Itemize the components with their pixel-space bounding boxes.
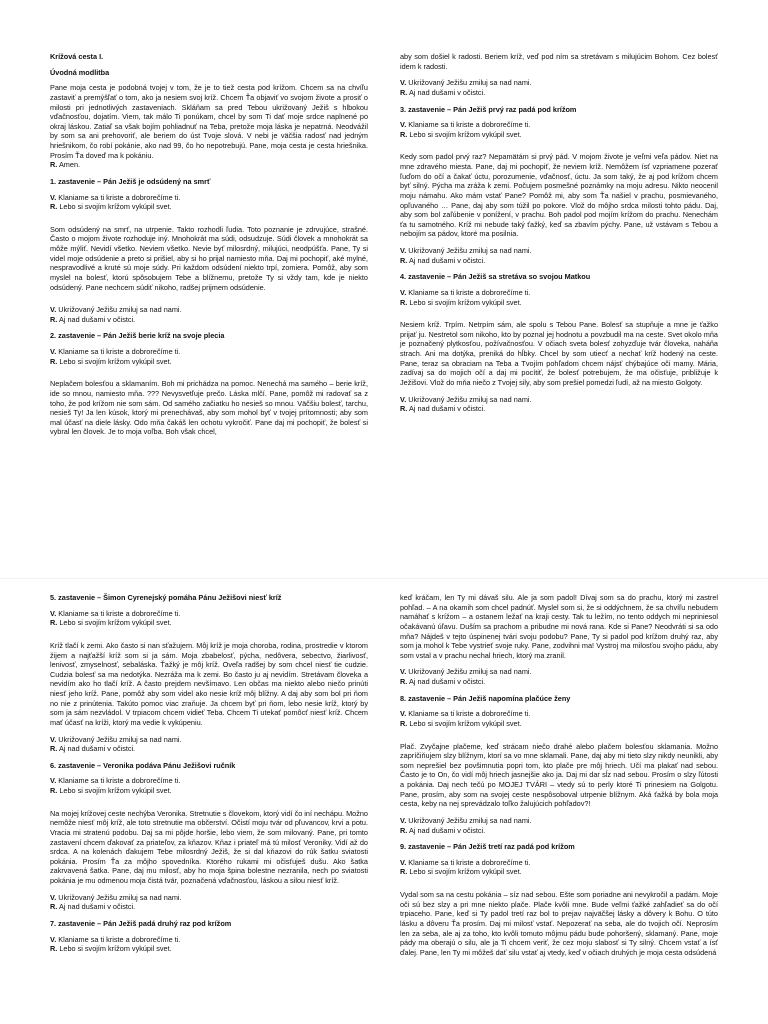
station-2-response: V. Ukrižovaný Ježišu zmiluj sa nad nami. R. Aj nad dušami v očistci. bbox=[400, 78, 532, 97]
intro-text: Pane moja cesta je podobná tvojej v tom, že je to tiež cesta pod krížom. Chcem sa na chvíľu zastaviť a premýšľať o tom, ako ja nesiem svoj kríž. Chcem Ťa objaviť vo svojom živote a prosiť o milosti pri jednotlivých zastaveniach. Skláňam sa pred Tebou ukrižovaný Ježiš s hlbokou vďačnosťou, dojatím. Viem, tak málo Ti ponúkam, chcel by som Ti dať moje srdce naplnené po okraj láskou. Zatiaľ sa však bojím pohliadnuť na Teba, pretože moja láska je nepatrná. Neodvážil by som sa ani prehovoriť, ale beriem do úst Tvoje slová. V nebi je väčšia radosť nad jedným hriešnikom, čo robí pokánie, ako nad 99, čo ho nepotrebujú. Pane, moja cesta je cesta hriešnika. Prosím Ťa doveď ma k pokániu. bbox=[50, 83, 368, 160]
station-8-response: V. Ukrižovaný Ježišu zmiluj sa nad nami. R. Aj nad dušami v očistci. bbox=[400, 815, 532, 835]
page2-right-column bbox=[400, 593, 718, 964]
station-2-heading: 2. zastavenie – Pán Ježiš berie kríž na svoje plecia bbox=[50, 331, 225, 341]
station-1-text: Som odsúdený na smrť, na utrpenie. Takto rozhodli ľudia. Toto poznanie je zdrvujúce, strašné. Často o mojom živote rozhoduje iný. Mnohokrát ma súdi, odsudzuje. Súdi človek a mnohokrát sa môže mýliť. Nevidí všetko. Neviem všetko. Nevie byť milosrdný, milujúci, neodpúšťa. Pane, Ty si videl moje odsúdenie a preto si prišiel, aby si ho prijal namiesto mňa. Daj mi pochopiť, aké mylné, nespravodlivé a kruté sú moje súdy. Pri každom odsúdení niekto trpí, zomiera. Pomôž, aby som myslel na bolesť, ktorú spôsobujem Tebe a blížnemu, pretože Ty si vždy tam, kde je niekto odsúdený. Pane nechcem súdiť nikoho, radšej prijmem odsúdenie. bbox=[50, 224, 368, 292]
station-6-heading: 6. zastavenie – Veronika podáva Pánu Ježišovi ručník bbox=[50, 760, 236, 770]
station-3-text: Kedy som padol prvý raz? Nepamätám si prvý pád. V mojom živote je veľmi veľa pádov. Niet na mne zdravého miesta. Pane, daj mi pochopiť, že neviem kríž. Nemôžem ísť vzpriamene pozerať ľuďom do očí a čakať úctu, porozumenie, vďačnosť, úctu. Ja som taký, že aj pod krížom chcem byť silný. Pýcha ma zráža k zemi. Počujem posmešné poznámky na moju adresu. Nikto neocenil moju námahu. Ako mám vstať Pane? Pomôž mi, aby som Ťa našiel v prachu, posmievaného, opľuvaného … Pane, daj aby som túžil po pokore. Vlož do môjho srdca milosti tohto pádu. Daj, aby som bol zaľúbenie v ponížení, v prachu. Boh padol pod mojím krížom do prachu. Nenechám ťa tu samotného. Kríž mi nebude taký ťažký, keď sa zbavím pýchy. Pane, už vstávam s Tebou a nebojím sa pádov, ktoré ma posilnia. bbox=[400, 152, 718, 239]
station-7-heading: 7. zastavenie – Pán Ježiš padá druhý raz pod krížom bbox=[50, 918, 232, 928]
station-7-text-continued: keď kráčam, len Ty mi dávaš silu. Ale ja som padol! Dívaj som sa do prachu, ktorý mi zastrel pohľad. – A na okamih som chcel padnúť. Myslel som si, že si oddýchnem, že sa chvíľu nebudem namáhať s krížom – a ostanem ležať na kraji cesty. Tak tu ležím, no tento oddych mi nepriniesol očakávanú úľavu. Duším sa prachom a pribudne mi nová rana. Kde si Pane? Neodvráti si sa odo mňa? Nájdeš v tejto úspinenej tvári svoju podobu? Pane, Ty si padol pod krížom druhý raz, aby som ja mohol k Tebe vystrieť svoje ruky. Pane, zodvihni ma! Vystroj ma milosťou svojho pádu, aby som vstal a v prachu nechal hriech, ktorý ma zranil. bbox=[400, 593, 718, 660]
document-title: Krížová cesta I. bbox=[50, 52, 104, 61]
station-9-text: Vydal som sa na cestu pokánia – síz nad sebou. Ešte som poriadne ani nevykročil a padám. Moje oči sú bez slzy a pri mne niekto plače. Plače kvôli mne. Bude veľmi ťažké zahľadieť sa do očí trpiaceho. Pane, keď si Ty padol tretí raz bol to prejav najväčšej lásky a dôvery k Bohu. O túto lásku a dôveru Ťa prosím. Daj mi milosť vstať. Nepozerať na seba, ale do tvojich očí. Neprosím len za seba, ale aj za toho, kto kvôli tomuto môjmu pádu bude pohoršený, sklamaný. Pane, moje pády ma oberajú o silu, ale ja Ti chcem veriť, že cez moju slabosť si Ty silný. Chcem vstať a ísť ďalej. Pane, len Ty mi môžeš dať silu vstať aj vtedy, keď v očiach druhých je moja cesta odsúdená bbox=[400, 890, 718, 957]
station-4-text: Nesiem kríž. Trpím. Netrpím sám, ale spolu s Tebou Pane. Bolesť sa stupňuje a mne je ťažko prijať ju. Nestretol som nikoho, kto by poznal jej hodnotu a povzbudil ma na ceste. Svet okolo mňa je poznačený plytkosťou, požívačnosťou. V očiach sveta bolesť zohyzďuje tvár človeka, naháňa strach. Ani ma dotýka, preniká do hĺbky. Chcel by som utiecť a nechať kríž hodený na ceste. Pane, teraz sa obraciam na Teba a Tvojím pohľadom chcem nájsť chýbajúce oči mamy. Mária, zadívaj sa do mojich očí a daj mi pocítiť, že bolesť potrebujem, že ma očisťuje, približuje k Ježišovi. Vlož do mňa niečo z Tvojej sily, aby som prešiel pomedzi ľudí, až na miesto Golgoty. bbox=[400, 320, 718, 387]
station-4-versicle: V. Klaniame sa ti kriste a dobrorečíme ti. R. Lebo si svojím krížom vykúpil svet. bbox=[400, 287, 531, 307]
station-5-response: V. Ukrižovaný Ježišu zmiluj sa nad nami. R. Aj nad dušami v očistci. bbox=[50, 734, 182, 754]
station-2-versicle: V. Klaniame sa ti kriste a dobrorečíme ti. R. Lebo si svojím krížom vykúpil svet. bbox=[50, 347, 181, 366]
station-6-response: V. Ukrižovaný Ježišu zmiluj sa nad nami. R. Aj nad dušami v očistci. bbox=[50, 892, 182, 912]
page1-left-column bbox=[50, 52, 368, 444]
station-4-heading: 4. zastavenie – Pán Ježiš sa stretáva so svojou Matkou bbox=[400, 272, 591, 282]
page1-right-column bbox=[400, 52, 718, 421]
station-6-text: Na mojej krížovej ceste nechýba Veronika. Stretnutie s človekom, ktorý vidí čo iní nechápu. Možno nemôže niesť môj kríž, ale toto stretnutie ma občerství. Očistí moju tvár od pľuvancov, krvi a potu. Vracia mi stratenú podobu. Daj sa mi pôjde horšie, lebo viem, že som milovaný. Pane, pri tomto zastavení chcem ďakovať za priateľov, za kňazov. Kňaz i priateľ má tú milosť Veroniky. Vidí až do srdca. A na kolenách ďakujem Tebe milosrdný Ježiš, že si dal kňazovi do rúk šatku sviatosti pokánia. Prosím Ťa za môjho spovedníka. Ktorého rukami mi očisťuješ dušu. Ako šatka zakrvavená šatka. Pane, daj mu milosť, aby ho moja špina bolestne nezranila, nech po sviatosti pokánia je mu odmenou moja čistá tvár, poznačená vďačnosťou, láskou a silou niesť kríž. bbox=[50, 808, 368, 885]
station-9-heading: 9. zastavenie – Pán Ježiš tretí raz padá pod krížom bbox=[400, 842, 575, 852]
station-7-response: V. Ukrižovaný Ježišu zmiluj sa nad nami. R. Aj nad dušami v očistci. bbox=[400, 667, 532, 686]
station-2-text: Neplačem bolesťou a sklamaním. Boh mi prichádza na pomoc. Nenechá ma samého – berie kríž, ide so mnou, namiesto mňa. ??? Nevysvetľuje prečo. Láska mlčí. Pane, pomôž mi radovať sa z toho, že pod krížom nie som sám. Od samého začiatku ho nesieš so mnou. Väčšiu bolesť, tarchu, nesieš Ty! Ja len kúsok, ktorý mi prenechávaš, aby som mohol byť v tvojej prítomnosti; aby som mal účasť na diele lásky. Odo mňa čakáš len ochotu vykročiť. Pane daj mi pochopiť, že bolesť si vybral len človek. Je to moja voľba. Boh však chcel, bbox=[50, 379, 368, 437]
station-7-versicle: V. Klaniame sa ti kriste a dobrorečíme ti. R. Lebo si svojím krížom vykúpil svet. bbox=[50, 934, 181, 954]
station-8-text: Plač. Zvyčajne plačeme, keď strácam niečo drahé alebo plačem bolesťou sklamania. Možno zapríčiňujem slzy blížnym, ktorí sa vo mne sklamali. Pane, daj aby mi tieto slzy nikdy neunikli, aby som neprešiel bez povšimnutia popri tom, kto plače pre môj hriech. Učí ma plakať nad sebou. Často je to On, čo vidí môj hriech jasnejšie ako ja. Daj mi dar sĺz nad sebou. Prosím o slzy ľútosti a pokánia. Daj nech tečú po MOJEJ TVÁRI – vtedy sú to perly ktoré Ti prinesiem na Golgotu. Pane, prosím, aby som na svojej ceste nespôsoboval utrpenie blížnym. Aká ťažká by bola moja cesta, keby na nej sprevádzalo toľko žalujúcich pohľadov?! bbox=[400, 741, 718, 809]
intro-heading: Úvodná modlitba bbox=[50, 67, 110, 77]
intro-amen: R. Amen. bbox=[50, 160, 81, 170]
station-8-heading: 8. zastavenie – Pán Ježiš napomína plačúce ženy bbox=[400, 693, 571, 703]
station-5-text: Kríž tlačí k zemi. Ako často si nan sťažujem. Môj kríž je moja choroba, rodina, prostredie v ktorom žijem a najťažší kríž som si ja sám. Moja zbabelosť, pýcha, nedôvera, sebectvo, žiarlivosť, lenivosť, zmyselnosť, sebaláska. Ťažký je môj kríž. Oveľa radšej by som chcel niesť tie cudzie. Cudzia bolesť sa ma nedotýka. Nezráža ma k zemi. Bo často ju aj nevidím. Stretávam človeka a nevidím ako ho tlačí kríž. A často prejdem nevšímavo. Len občas ma niekto alebo niečo prinúti niesť jeho kríž. Pane, pomôž aby som videl ako nesie kríž môj blížny. A daj aby som bol pri ňom no nie z prinútenia. Takúto pomoc viac zraňuje. Ja chcem byť pri ňom, lebo nesie kríž, ktorý by som ja sám nezvládol. V trpiacom chcem vidieť Teba. Chcem Ti utekať pomôcť niesť kríž. Chcem mať účasť na kríži, ktorý ma vedie k vykúpeniu. bbox=[50, 640, 368, 727]
page-divider bbox=[0, 578, 768, 579]
station-9-versicle: V. Klaniame sa ti kriste a dobrorečíme ti. R. Lebo si svojím krížom vykúpil svet. bbox=[400, 857, 531, 877]
station-8-versicle: V. Klaniame sa ti kriste a dobrorečíme ti. R. Lebo si svojím krížom vykúpil svet. bbox=[400, 709, 531, 728]
station-1-response: V. Ukrižovaný Ježišu zmiluj sa nad nami. R. Aj nad dušami v očistci. bbox=[50, 305, 182, 324]
station-3-heading: 3. zastavenie – Pán Ježiš prvý raz padá pod krížom bbox=[400, 104, 577, 114]
station-6-versicle: V. Klaniame sa ti kriste a dobrorečíme ti. R. Lebo si svojím krížom vykúpil svet. bbox=[50, 776, 181, 795]
station-5-heading: 5. zastavenie – Šimon Cyrenejský pomáha Pánu Ježišovi niesť kríž bbox=[50, 593, 282, 602]
station-1-versicle: V. Klaniame sa ti kriste a dobrorečíme ti. R. Lebo si svojím krížom vykúpil svet. bbox=[50, 192, 181, 212]
station-2-text-continued: aby som došiel k radosti. Beriem kríž, veď pod ním sa stretávam s milujúcim Bohom. Cez bolesť idem k radosti. bbox=[400, 52, 718, 71]
page2-left-column bbox=[50, 593, 368, 961]
station-3-versicle: V. Klaniame sa ti kriste a dobrorečíme ti. R. Lebo si svojím krížom vykúpil svet. bbox=[400, 120, 531, 139]
station-4-response: V. Ukrižovaný Ježišu zmiluj sa nad nami. R. Aj nad dušami v očistci. bbox=[400, 394, 532, 414]
station-5-versicle: V. Klaniame sa ti kriste a dobrorečíme ti. R. Lebo si svojím krížom vykúpil svet. bbox=[50, 608, 181, 628]
station-1-heading: 1. zastavenie – Pán Ježiš je odsúdený na smrť bbox=[50, 176, 211, 186]
station-3-response: V. Ukrižovaný Ježišu zmiluj sa nad nami. R. Aj nad dušami v očistci. bbox=[400, 246, 532, 265]
